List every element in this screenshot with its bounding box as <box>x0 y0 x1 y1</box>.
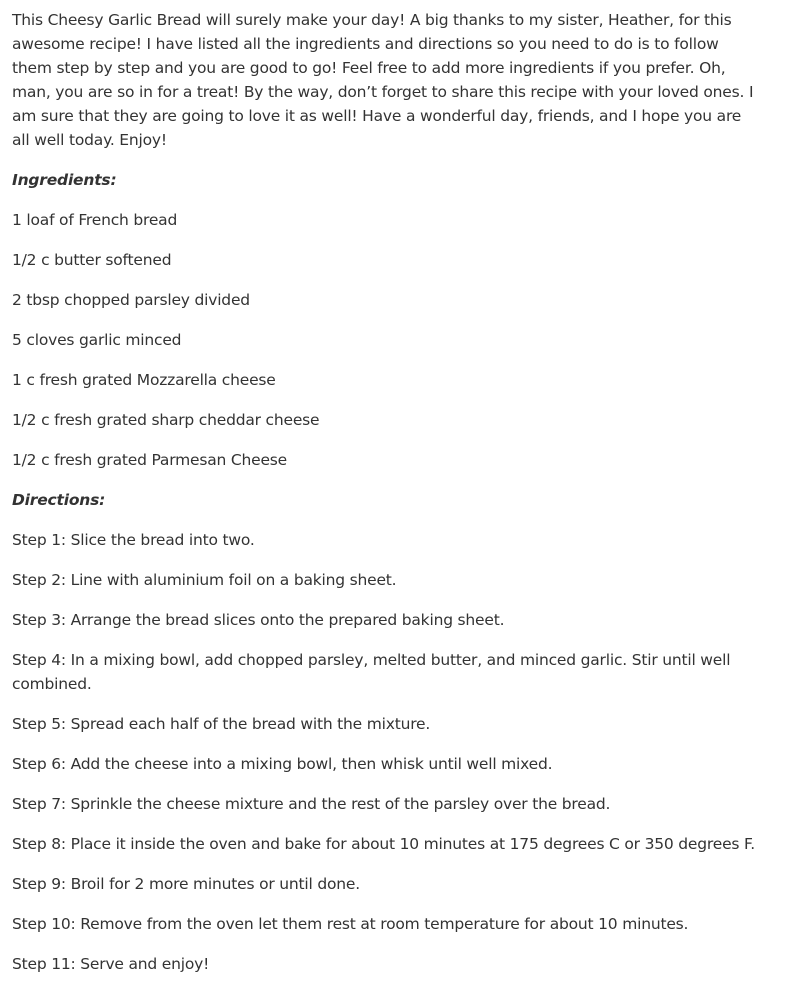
direction-step: Step 7: Sprinkle the cheese mixture and the rest of the parsley over the bread. <box>12 795 611 813</box>
direction-step: Step 10: Remove from the oven let them rest at room temperature for about 10 minutes. <box>12 915 689 933</box>
direction-step: Step 3: Arrange the bread slices onto the prepared baking sheet. <box>12 611 505 629</box>
directions-heading: Directions: <box>12 491 106 509</box>
direction-step: Step 9: Broil for 2 more minutes or until done. <box>12 875 360 893</box>
ingredient-item: 1/2 c fresh grated Parmesan Cheese <box>12 451 288 469</box>
direction-step: Step 6: Add the cheese into a mixing bowl, then whisk until well mixed. <box>12 755 553 773</box>
ingredients-heading: Ingredients: <box>12 171 117 189</box>
ingredient-item: 1/2 c butter softened <box>12 251 172 269</box>
direction-step: Step 2: Line with aluminium foil on a baking sheet. <box>12 571 397 589</box>
direction-step: Step 5: Spread each half of the bread with the mixture. <box>12 715 431 733</box>
direction-step: Step 11: Serve and enjoy! <box>12 955 210 973</box>
direction-step: Step 4: In a mixing bowl, add chopped parsley, melted butter, and minced garlic. Stir until well combined. <box>12 651 731 693</box>
direction-step: Step 8: Place it inside the oven and bake for about 10 minutes at 175 degrees C or 350 degrees F. <box>12 835 755 853</box>
ingredient-item: 1/2 c fresh grated sharp cheddar cheese <box>12 411 320 429</box>
direction-step: Step 1: Slice the bread into two. <box>12 531 255 549</box>
ingredient-item: 1 loaf of French bread <box>12 211 178 229</box>
intro-paragraph: This Cheesy Garlic Bread will surely make your day! A big thanks to my sister, Heather, for this awesome recipe! I have listed all the ingredients and directions so you need to do is to follow them step by step and you are good to go! Feel free to add more ingredients if you prefer. Oh, man, you are so in for a treat! By the way, don’t forget to share this recipe with your loved ones. I am sure that they are going to love it as well! Have a wonderful day, friends, and I hope you are all well today. Enjoy! <box>12 11 754 149</box>
ingredient-item: 2 tbsp chopped parsley divided <box>12 291 250 309</box>
ingredient-item: 5 cloves garlic minced <box>12 331 182 349</box>
ingredient-item: 1 c fresh grated Mozzarella cheese <box>12 371 276 389</box>
